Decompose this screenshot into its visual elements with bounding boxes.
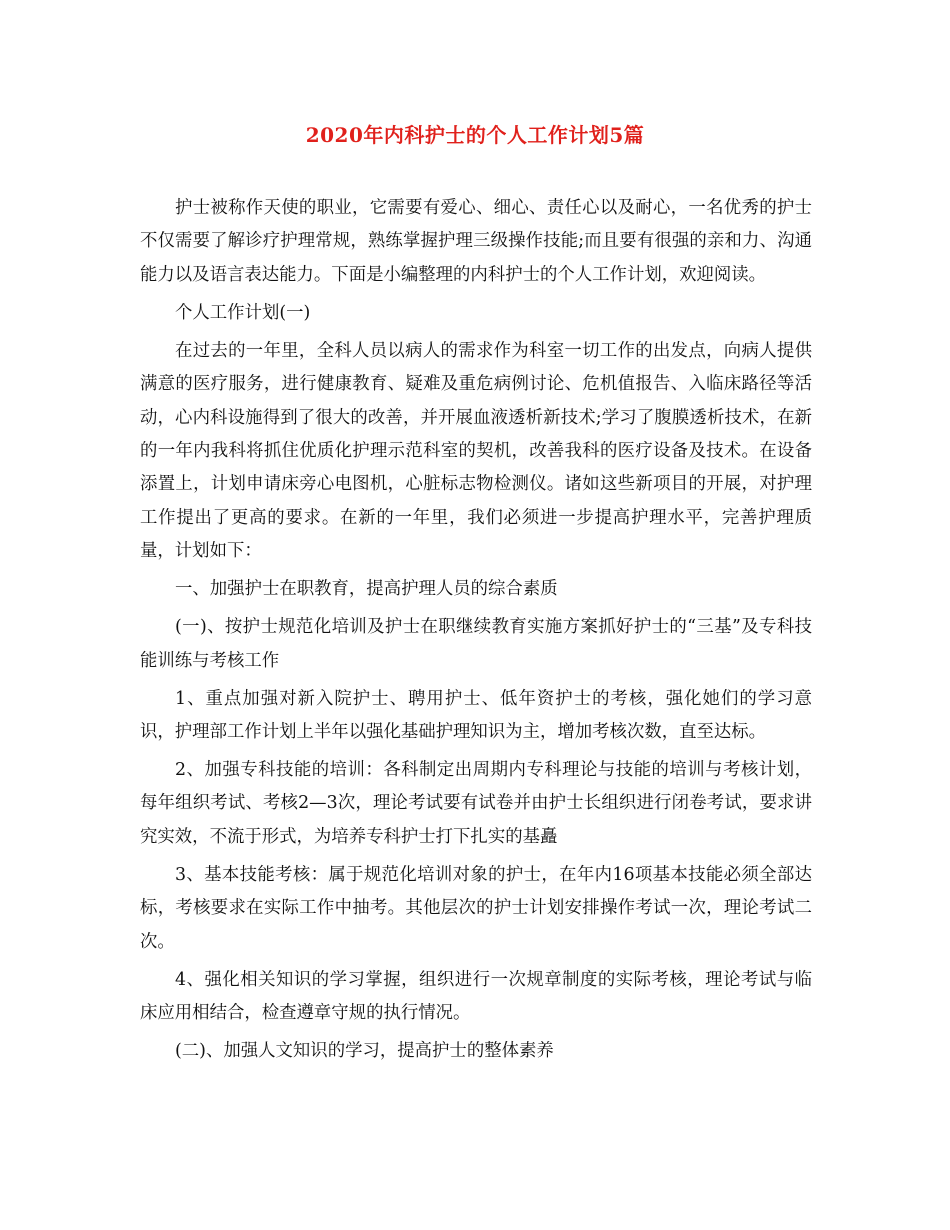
subsection-heading-humanities: (二)、加强人文知识的学习，提高护士的整体素养	[175, 1041, 554, 1062]
document-body	[140, 192, 812, 1073]
intro-paragraph: 护士被称作天使的职业，它需要有爱心、细心、责任心以及耐心，一名优秀的护士不仅需要了解诊疗护理常规，熟练掌握护理三级操作技能;而且要有很强的亲和力、沟通能力以及语言表达能力。下面是小编整理的内科护士的个人工作计划，欢迎阅读。	[140, 198, 812, 285]
list-item-3: 3、基本技能考核：属于规范化培训对象的护士，在年内16项基本技能必须全部达标，考核要求在实际工作中抽考。其他层次的护士计划安排操作考试一次，理论考试二次。	[140, 864, 812, 952]
document-title: 2020年内科护士的个人工作计划5篇	[305, 123, 645, 147]
section-heading-plan-1: 个人工作计划(一)	[175, 302, 311, 323]
subsection-heading-training: (一)、按护士规范化培训及护士在职继续教育实施方案抓好护士的“三基”及专科技能训练与考核工作	[140, 617, 812, 671]
body-paragraph: 在过去的一年里，全科人员以病人的需求作为科室一切工作的出发点，向病人提供满意的医疗服务，进行健康教育、疑难及重危病例讨论、危机值报告、入临床路径等活动，心内科设施得到了很大的改善，并开展血液透析新技术;学习了腹膜透析技术，在新的一年内我科将抓住优质化护理示范科室的契机，改善我科的医疗设备及技术。在设备添置上，计划申请床旁心电图机，心脏标志物检测仪。诸如这些新项目的开展，对护理工作提出了更高的要求。在新的一年里，我们必须进一步提高护理水平，完善护理质量，计划如下：	[140, 340, 812, 562]
section-heading-education: 一、加强护士在职教育，提高护理人员的综合素质	[175, 579, 558, 600]
list-item-4: 4、强化相关知识的学习掌握，组织进行一次规章制度的实际考核，理论考试与临床应用相结合，检查遵章守规的执行情况。	[140, 969, 812, 1024]
list-item-2: 2、加强专科技能的培训：各科制定出周期内专科理论与技能的培训与考核计划，每年组织考试、考核2—3次，理论考试要有试卷并由护士长组织进行闭卷考试，要求讲究实效，不流于形式，为培养专科护士打下扎实的基矗	[140, 760, 812, 847]
list-item-1: 1、重点加强对新入院护士、聘用护士、低年资护士的考核，强化她们的学习意识，护理部工作计划上半年以强化基础护理知识为主，增加考核次数，直至达标。	[140, 688, 812, 743]
